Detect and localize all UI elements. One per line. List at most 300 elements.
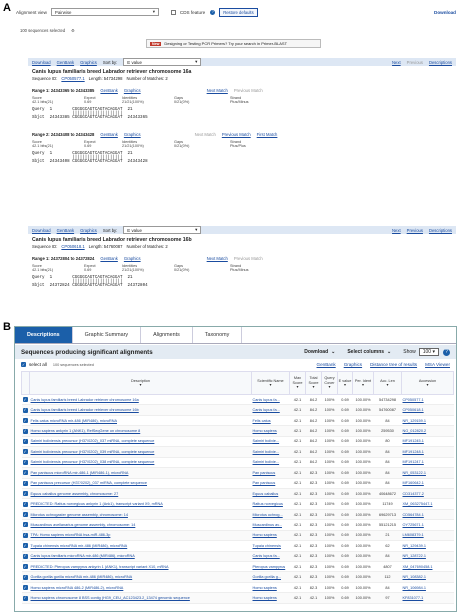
row-scientific-name-link[interactable]: Canis lupus fa...: [252, 551, 290, 561]
sort-icon: ▾: [139, 383, 142, 387]
row-acc-len: 84: [374, 457, 402, 467]
table-row[interactable]: [22, 447, 454, 457]
match-line: ||||||||||||||||||||: [32, 280, 123, 284]
row-accession-link[interactable]: XM_063275447.1: [402, 499, 454, 509]
chevron-down-icon: ▾: [152, 9, 155, 14]
row-acc-len: 4807: [374, 562, 402, 572]
cds-feature-checkbox[interactable]: [171, 10, 176, 15]
col-max-score[interactable]: [290, 372, 306, 395]
row-scientific-name-link[interactable]: Pan paniscus: [252, 478, 290, 488]
row-acc-len: 112: [374, 572, 402, 582]
row-checkbox[interactable]: ✓: [23, 521, 27, 527]
row-scientific-name-link[interactable]: Canis lupus fa...: [252, 405, 290, 415]
row-total-score: 84.2: [306, 405, 322, 415]
alignment-view-value: Pairwise: [54, 9, 72, 15]
sort-icon: ▾: [426, 383, 429, 387]
select-all-label: select all: [29, 362, 47, 367]
row-description-link[interactable]: Pan paniscus precursor (H37/0202)_037 miRNA, complete sequence: [30, 478, 252, 488]
row-total-score: 82.3: [306, 562, 322, 572]
row-checkbox[interactable]: ✓: [23, 490, 27, 496]
sort-by-label: Sort by:: [102, 59, 118, 65]
row-accession-link[interactable]: CP050577.1: [402, 395, 454, 405]
stat-value: 42.1 bits(21): [32, 268, 54, 272]
row-scientific-name-link[interactable]: Homo sapiens: [252, 530, 290, 540]
table-row[interactable]: [22, 530, 454, 540]
row-acc-len: 55121215: [374, 520, 402, 530]
row-e-value: 0.69: [338, 582, 353, 592]
table-row[interactable]: [22, 468, 454, 478]
descriptions-link[interactable]: Descriptions: [428, 59, 452, 65]
row-e-value: 0.69: [338, 488, 353, 498]
hit-result-2: [32, 237, 456, 288]
row-per-ident: 100.00%: [353, 478, 374, 488]
row-checkbox[interactable]: ✓: [23, 553, 27, 559]
previous-link[interactable]: Previous: [406, 227, 423, 233]
row-description-link[interactable]: Homo sapiens chromosome 8 BSS contig (HG9_CEU_AC123423.2_13474 genomic sequence: [30, 593, 252, 603]
select-all-checkbox[interactable]: ✓: [21, 361, 26, 367]
stat-header: Score: [32, 140, 42, 144]
row-total-score: 82.3: [306, 499, 322, 509]
row-query-cover: 100%: [322, 593, 338, 603]
sequence-alignment: [32, 108, 456, 120]
graphics-link[interactable]: Graphics: [123, 88, 141, 93]
row-checkbox-cell: [22, 436, 30, 446]
range-label: Range 2: 24343408 to 24343428: [32, 132, 95, 137]
row-per-ident: 100.00%: [353, 488, 374, 498]
row-scientific-name-link[interactable]: Saimiri bolivie...: [252, 436, 290, 446]
stat-value: 21/21(100%): [122, 144, 144, 148]
query-line: Query 1 CGGGGCAGTCAGTACAGGAT 21: [32, 108, 133, 112]
table-row[interactable]: [22, 488, 454, 498]
row-description-link[interactable]: Saimiri boliviensis precursor (H37/0202)_037 miRNA, complete sequence: [30, 436, 252, 446]
table-row[interactable]: [22, 541, 454, 551]
row-description-link[interactable]: Pan paniscus microRNA mir-486-1 (MIR486-1), microRNA: [30, 468, 252, 478]
primer-blast-banner[interactable]: [146, 39, 321, 48]
range-header: [32, 256, 456, 261]
descriptions-link[interactable]: Descriptions: [428, 227, 452, 233]
sequences-selected-count: 100 sequences selected: [20, 28, 66, 33]
table-row[interactable]: [22, 405, 454, 415]
row-accession-link[interactable]: NG_012820.2: [402, 426, 454, 436]
row-checkbox-cell: [22, 478, 30, 488]
table-row[interactable]: [22, 499, 454, 509]
row-description-link[interactable]: Saimiri boliviensis precursor (H37/0202)_038 miRNA, complete sequence: [30, 457, 252, 467]
row-checkbox-cell: [22, 582, 30, 592]
row-checkbox-cell: [22, 395, 30, 405]
table-row[interactable]: [22, 562, 454, 572]
row-query-cover: 100%: [322, 468, 338, 478]
genbank-link[interactable]: GenBank: [100, 88, 118, 93]
col-e-value[interactable]: [338, 372, 353, 395]
row-checkbox-cell: [22, 405, 30, 415]
previous-match-link[interactable]: Previous Match: [221, 132, 251, 137]
row-total-score: 82.3: [306, 520, 322, 530]
msa-viewer-link[interactable]: MSA Viewer: [425, 362, 450, 367]
row-accession-link[interactable]: MF160642.1: [402, 478, 454, 488]
row-max-score: 42.1: [290, 436, 306, 446]
row-description-link[interactable]: Canis lupus familiaris breed Labrador retriever chromosome 16b: [30, 405, 252, 415]
alignment-stats: [32, 140, 456, 148]
stat-value: 42.1 bits(21): [32, 100, 54, 104]
row-per-ident: 100.00%: [353, 457, 374, 467]
row-per-ident: 100.00%: [353, 551, 374, 561]
stat-header: Expect: [84, 140, 96, 144]
row-description-link[interactable]: Gorilla gorilla gorilla microRNA mir-486 (MIR486), microRNA: [30, 572, 252, 582]
row-description-link[interactable]: Felis catus microRNA mir-486 (MIR486), microRNA: [30, 415, 252, 425]
panel-b-descriptions: [14, 326, 457, 612]
results-title: Sequences producing significant alignments: [21, 348, 153, 356]
row-checkbox[interactable]: ✓: [23, 511, 27, 517]
row-scientific-name-link[interactable]: Pteropus vampyrus: [252, 562, 290, 572]
row-description-link[interactable]: Equus caballus genome assembly, chromosome: 27: [30, 488, 252, 498]
stat-header: Score: [32, 96, 42, 100]
graphics-link[interactable]: Graphics: [123, 132, 141, 137]
row-acc-len: 11749: [374, 499, 402, 509]
row-per-ident: 100.00%: [353, 582, 374, 592]
row-accession-link[interactable]: CD564784.1: [402, 509, 454, 519]
show-count-select[interactable]: 100 ▾: [419, 348, 439, 356]
row-accession-link[interactable]: CD314377.2: [402, 488, 454, 498]
next-match-link[interactable]: Next Match: [194, 132, 216, 137]
row-checkbox[interactable]: ✓: [23, 563, 27, 569]
help-icon[interactable]: ?: [211, 10, 214, 14]
row-total-score: 82.3: [306, 488, 322, 498]
previous-link[interactable]: Previous: [406, 59, 423, 65]
row-scientific-name-link[interactable]: Muscardinus av...: [252, 520, 290, 530]
row-acc-len: 62: [374, 541, 402, 551]
match-line: ||||||||||||||||||||: [32, 112, 123, 116]
row-per-ident: 100.00%: [353, 395, 374, 405]
row-scientific-name-link[interactable]: Tupaia chinensis: [252, 541, 290, 551]
select-columns-label: Select columns: [347, 349, 385, 355]
row-description-link[interactable]: Microtus ochrogaster genome assembly, chromosome: 14: [30, 509, 252, 519]
stat-value: 0/21(0%): [174, 144, 190, 148]
genbank-link[interactable]: GenBank: [56, 227, 75, 233]
row-checkbox-cell: [22, 593, 30, 603]
sequence-alignment: [32, 276, 456, 288]
selection-row: [15, 360, 456, 369]
row-total-score: 82.3: [306, 478, 322, 488]
row-accession-link[interactable]: MF191247.1: [402, 457, 454, 467]
row-accession-link[interactable]: NR_053122.1: [402, 468, 454, 478]
col-accession[interactable]: [402, 372, 454, 395]
row-max-score: 42.1: [290, 562, 306, 572]
row-acc-len: 84: [374, 478, 402, 488]
subject-line: Sbjct 24343408 CGGGGCAGTCAGTACAGGAT 24343428: [32, 160, 148, 164]
previous-match-link[interactable]: Previous Match: [233, 256, 263, 261]
row-checkbox-cell: [22, 488, 30, 498]
row-checkbox-cell: [22, 426, 30, 436]
row-description-link[interactable]: PREDICTED: Pteropus vampyrus ankyrin 1 (ANK1), transcript variant X10, mRNA: [30, 562, 252, 572]
table-row[interactable]: [22, 582, 454, 592]
next-match-link[interactable]: Next Match: [206, 88, 228, 93]
row-description-link[interactable]: Muscardinus avellanarius genome assembly, chromosome: 14: [30, 520, 252, 530]
graphics-link[interactable]: Graphics: [343, 362, 363, 367]
table-row[interactable]: [22, 478, 454, 488]
row-checkbox[interactable]: ✓: [23, 480, 27, 486]
row-total-score: 84.2: [306, 395, 322, 405]
row-checkbox-cell: [22, 551, 30, 561]
row-acc-len: 84: [374, 582, 402, 592]
panel-a-alignments: [4, 2, 457, 312]
tab-taxonomy[interactable]: Taxonomy: [193, 327, 243, 343]
row-checkbox[interactable]: ✓: [23, 417, 27, 423]
row-checkbox[interactable]: ✓: [23, 501, 27, 507]
stat-value: 42.1 bits(21): [32, 144, 54, 148]
next-link[interactable]: Next: [392, 227, 401, 233]
panel-label-a: A: [3, 2, 11, 14]
table-row[interactable]: [22, 509, 454, 519]
seqid-link[interactable]: CP050577.1: [61, 76, 85, 81]
row-scientific-name-link[interactable]: Rattus norvegicus: [252, 499, 290, 509]
tab-alignments[interactable]: Alignments: [141, 327, 193, 343]
table-row[interactable]: [22, 593, 454, 603]
col-acc-len[interactable]: [374, 372, 402, 395]
next-link[interactable]: Next: [392, 59, 401, 65]
row-per-ident: 100.00%: [353, 405, 374, 415]
row-accession-link[interactable]: KF831077.1: [402, 593, 454, 603]
row-query-cover: 100%: [322, 582, 338, 592]
row-query-cover: 100%: [322, 478, 338, 488]
show-control: [403, 348, 439, 356]
next-match-link[interactable]: Next Match: [206, 256, 228, 261]
table-row[interactable]: [22, 395, 454, 405]
download-menu[interactable]: Download: [32, 227, 51, 233]
row-checkbox[interactable]: ✓: [23, 396, 27, 402]
row-e-value: 0.69: [338, 447, 353, 457]
row-description-link[interactable]: Canis lupus familiaris breed Labrador retriever chromosome 16a: [30, 395, 252, 405]
stat-value: 0.69: [84, 100, 92, 104]
row-checkbox[interactable]: ✓: [23, 532, 27, 538]
row-acc-len: 84: [374, 415, 402, 425]
show-count-value: 100: [422, 349, 432, 355]
stat-header: Gaps: [174, 264, 184, 268]
row-description-link[interactable]: TPA: Homo sapiens microRNA hsa-miR-486-3p: [30, 530, 252, 540]
row-accession-link[interactable]: NR_129159.1: [402, 415, 454, 425]
seqid-label: Sequence ID:: [32, 76, 58, 81]
col-description[interactable]: [30, 372, 252, 395]
row-acc-len: 21: [374, 530, 402, 540]
col-scientific-name[interactable]: [252, 372, 290, 395]
col-per-ident[interactable]: [353, 372, 374, 395]
sort-icon: ▾: [269, 383, 272, 387]
stat-value: 0/21(0%): [174, 268, 190, 272]
table-row[interactable]: [22, 520, 454, 530]
row-scientific-name-link[interactable]: Saimiri bolivie...: [252, 457, 290, 467]
genbank-link[interactable]: GenBank: [100, 132, 118, 137]
hit-title: Canis lupus familiaris breed Labrador retriever chromosome 16a: [32, 69, 192, 75]
stat-value: Plus/Minus: [230, 268, 249, 272]
download-menu[interactable]: [304, 349, 335, 355]
chevron-down-icon: ▾: [195, 227, 198, 232]
row-scientific-name-link[interactable]: Saimiri bolivie...: [252, 447, 290, 457]
row-scientific-name-link[interactable]: Microtus ochrog...: [252, 509, 290, 519]
help-icon[interactable]: ?: [443, 349, 450, 356]
graphics-link[interactable]: Graphics: [123, 256, 141, 261]
stat-header: Expect: [84, 96, 96, 100]
row-acc-len: 69629713: [374, 509, 402, 519]
row-checkbox[interactable]: ✓: [23, 448, 27, 454]
stat-value: 21/21(100%): [122, 268, 144, 272]
row-accession-link[interactable]: LM608379.1: [402, 530, 454, 540]
column-label: Description: [131, 378, 150, 383]
row-per-ident: 100.00%: [353, 530, 374, 540]
stat-value: Plus/Minus: [230, 100, 249, 104]
row-accession-link[interactable]: MF191248.1: [402, 447, 454, 457]
first-match-link[interactable]: First Match: [256, 132, 278, 137]
table-row[interactable]: [22, 572, 454, 582]
row-accession-link[interactable]: OY725671.1: [402, 520, 454, 530]
row-acc-len: 54760087: [374, 405, 402, 415]
table-row[interactable]: [22, 436, 454, 446]
row-e-value: 0.69: [338, 436, 353, 446]
stat-value: 0.69: [84, 268, 92, 272]
sort-by-select[interactable]: [123, 58, 201, 66]
row-query-cover: 100%: [322, 395, 338, 405]
download-menu[interactable]: Download: [32, 59, 51, 65]
column-label: Query Cover: [324, 376, 335, 385]
row-query-cover: 100%: [322, 551, 338, 561]
genbank-link[interactable]: GenBank: [56, 59, 75, 65]
restore-defaults-button[interactable]: Restore defaults: [219, 8, 258, 17]
stat-header: Identities: [122, 264, 138, 268]
row-description-link[interactable]: Homo sapiens ankyrin 1 (ANK1), RefSeqGene on chromosome 8: [30, 426, 252, 436]
row-checkbox[interactable]: ✓: [23, 428, 27, 434]
alignment-view-toolbar: [16, 6, 456, 18]
subject-line: Sbjct 24343385 CGGGGCAGTCAGTACAGGAT 24343365: [32, 116, 148, 120]
row-e-value: 0.69: [338, 457, 353, 467]
sort-by-value: E value: [127, 59, 142, 65]
graphics-link[interactable]: Graphics: [80, 59, 97, 65]
row-acc-len: 80: [374, 436, 402, 446]
row-e-value: 0.69: [338, 530, 353, 540]
row-total-score: 82.3: [306, 530, 322, 540]
hit-length: Length: 54760087: [88, 244, 123, 249]
row-e-value: 0.69: [338, 551, 353, 561]
row-checkbox[interactable]: ✓: [23, 459, 27, 465]
row-max-score: 42.1: [290, 488, 306, 498]
sort-icon: ▾: [344, 383, 346, 387]
row-accession-link[interactable]: CP050618.1: [402, 405, 454, 415]
stat-header: Strand: [230, 96, 242, 100]
genbank-link[interactable]: GenBank: [100, 256, 118, 261]
table-row[interactable]: [22, 551, 454, 561]
row-checkbox[interactable]: ✓: [23, 407, 27, 413]
row-per-ident: 100.00%: [353, 447, 374, 457]
row-accession-link[interactable]: NR_108382.1: [402, 572, 454, 582]
sort-icon: ▾: [362, 383, 364, 387]
tab-descriptions[interactable]: Descriptions: [15, 327, 73, 343]
row-max-score: 42.1: [290, 478, 306, 488]
genbank-link[interactable]: GenBank: [316, 362, 336, 367]
row-acc-len: 54734298: [374, 395, 402, 405]
seqid-link[interactable]: CP050618.1: [61, 244, 85, 249]
row-checkbox[interactable]: ✓: [23, 584, 27, 590]
sequences-selected: [20, 28, 75, 33]
row-scientific-name-link[interactable]: Equus caballus: [252, 488, 290, 498]
row-checkbox[interactable]: ✓: [23, 595, 27, 601]
row-acc-len: 84: [374, 447, 402, 457]
row-checkbox[interactable]: ✓: [23, 542, 27, 548]
stat-value: 21/21(100%): [122, 100, 144, 104]
row-scientific-name-link[interactable]: Homo sapiens: [252, 582, 290, 592]
table-row[interactable]: [22, 426, 454, 436]
table-row[interactable]: [22, 457, 454, 467]
stat-header: Score: [32, 264, 42, 268]
row-description-link[interactable]: Tupaia chinensis microRNA mir-486 (MIR486), microRNA: [30, 541, 252, 551]
stat-value: Plus/Plus: [230, 144, 246, 148]
row-checkbox[interactable]: ✓: [23, 574, 27, 580]
row-max-score: 42.1: [290, 551, 306, 561]
gear-icon[interactable]: ⚙: [71, 28, 75, 33]
show-label: Show: [403, 349, 416, 355]
row-accession-link[interactable]: NR_106984.1: [402, 582, 454, 592]
row-max-score: 42.1: [290, 582, 306, 592]
row-accession-link[interactable]: XM_047690458.1: [402, 562, 454, 572]
row-query-cover: 100%: [322, 499, 338, 509]
distance-tree-link[interactable]: Distance tree of results: [370, 362, 418, 367]
sort-icon: ▾: [296, 385, 299, 390]
subject-line: Sbjct 24372824 CGGGGCAGTCAGTACAGGAT 24372804: [32, 284, 148, 288]
hit-matches: Number of Matches: 2: [126, 244, 168, 249]
row-scientific-name-link[interactable]: Canis lupus fa...: [252, 395, 290, 405]
stat-header: Identities: [122, 140, 138, 144]
previous-match-link[interactable]: Previous Match: [233, 88, 263, 93]
sort-by-select[interactable]: [123, 226, 201, 234]
row-per-ident: 100.00%: [353, 426, 374, 436]
stat-header: Gaps: [174, 140, 184, 144]
row-scientific-name-link[interactable]: Felis catus: [252, 415, 290, 425]
row-total-score: 82.3: [306, 551, 322, 561]
range-header: [32, 132, 456, 137]
row-per-ident: 100.00%: [353, 499, 374, 509]
row-accession-link[interactable]: MF191245.1: [402, 436, 454, 446]
col-query-cover[interactable]: [322, 372, 338, 395]
row-description-link[interactable]: PREDICTED: Rattus norvegicus ankyrin 1 (Ank1), transcript variant X9, mRNA: [30, 499, 252, 509]
row-accession-link[interactable]: NR_129439.1: [402, 541, 454, 551]
download-link[interactable]: Download: [434, 9, 456, 15]
row-checkbox-cell: [22, 457, 30, 467]
row-max-score: 42.1: [290, 426, 306, 436]
row-description-link[interactable]: Canis lupus familiaris microRNA mir-486 (MIR486), microRNA: [30, 551, 252, 561]
row-query-cover: 100%: [322, 488, 338, 498]
graphics-link[interactable]: Graphics: [80, 227, 97, 233]
row-accession-link[interactable]: NR_128722.1: [402, 551, 454, 561]
alignment-view-select[interactable]: [51, 8, 159, 16]
row-scientific-name-link[interactable]: Gorilla gorilla g...: [252, 572, 290, 582]
table-row[interactable]: [22, 415, 454, 425]
row-total-score: 42.1: [306, 593, 322, 603]
range-label: Range 1: 24372804 to 24372824: [32, 256, 95, 261]
sequences-selected-count: 100 sequences selected: [52, 362, 94, 367]
row-checkbox-cell: [22, 499, 30, 509]
col-total-score[interactable]: [306, 372, 322, 395]
row-scientific-name-link[interactable]: Homo sapiens: [252, 593, 290, 603]
tab-graphic-summary[interactable]: Graphic Summary: [73, 327, 141, 343]
row-e-value: 0.69: [338, 541, 353, 551]
chevron-down-icon: ⌄: [387, 349, 392, 355]
sort-icon: ▾: [328, 385, 331, 390]
row-checkbox[interactable]: ✓: [23, 469, 27, 475]
query-line: Query 1 CGGGGCAGTCAGTACAGGAT 21: [32, 276, 133, 280]
row-checkbox[interactable]: ✓: [23, 438, 27, 444]
row-scientific-name-link[interactable]: Homo sapiens: [252, 426, 290, 436]
row-description-link[interactable]: Homo sapiens microRNA 486-2 (MIR486-2), microRNA: [30, 582, 252, 592]
row-scientific-name-link[interactable]: Pan paniscus: [252, 468, 290, 478]
row-description-link[interactable]: Saimiri boliviensis precursor (H37/0202)_039 miRNA, complete sequence: [30, 447, 252, 457]
row-max-score: 42.1: [290, 530, 306, 540]
select-columns-menu[interactable]: [347, 349, 391, 355]
